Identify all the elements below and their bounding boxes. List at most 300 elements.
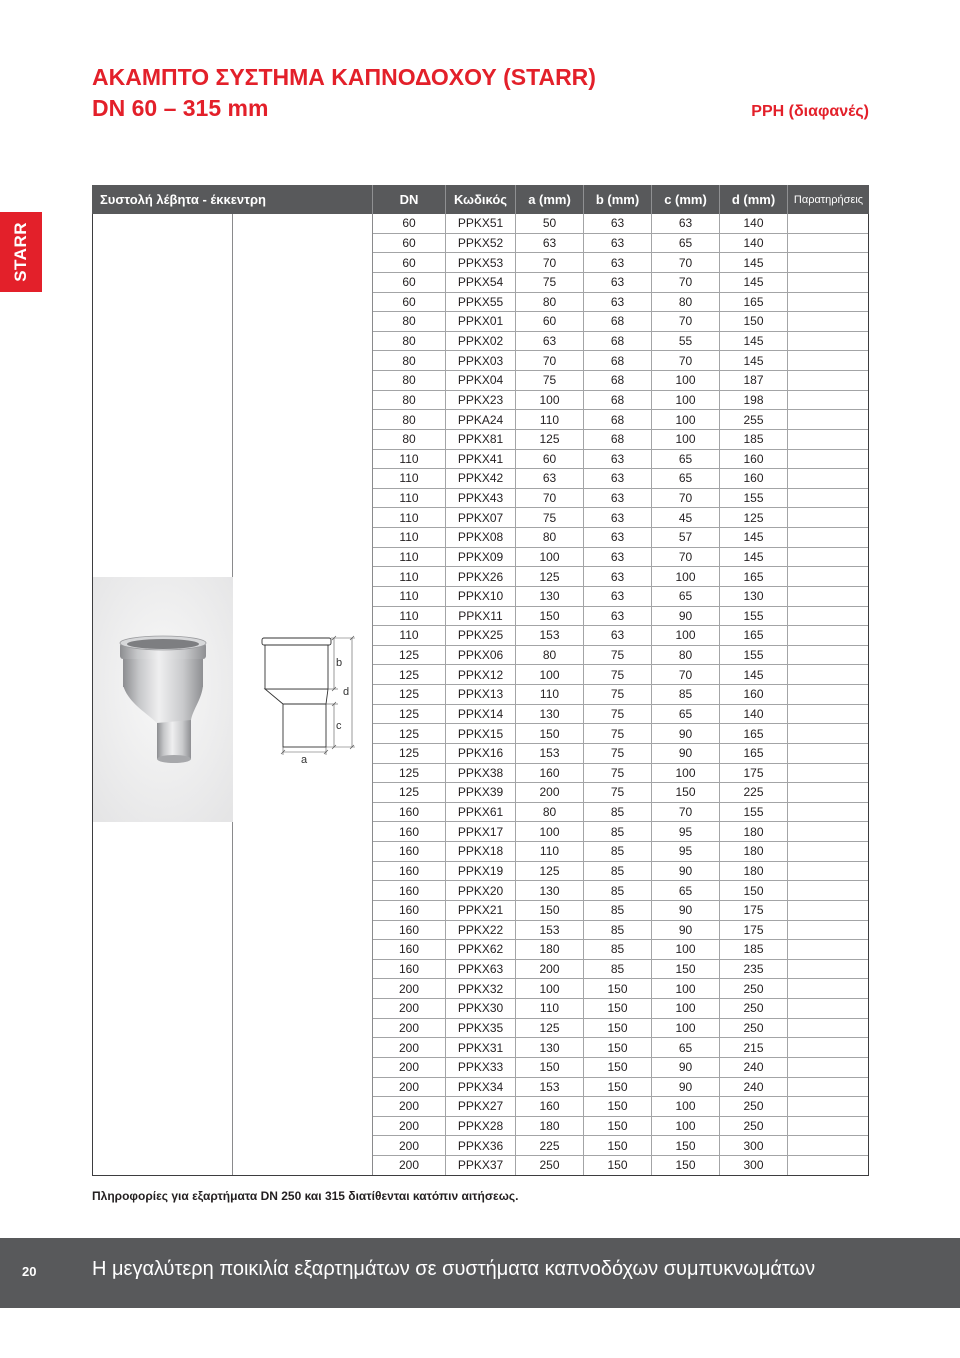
cell-d: 240 — [720, 1058, 788, 1077]
cell-d: 145 — [720, 351, 788, 370]
cell-remarks — [788, 1058, 868, 1077]
cell-d: 145 — [720, 253, 788, 272]
cell-remarks — [788, 548, 868, 567]
cell-code: PPKX09 — [446, 548, 516, 567]
cell-c: 70 — [652, 253, 720, 272]
cell-a: 80 — [516, 803, 584, 822]
cell-dn: 160 — [373, 842, 446, 861]
cell-dn: 200 — [373, 1136, 446, 1155]
cell-code: PPKX38 — [446, 764, 516, 783]
cell-b: 63 — [584, 567, 652, 586]
table-row — [373, 430, 868, 450]
cell-code: PPKX53 — [446, 253, 516, 272]
cell-a: 130 — [516, 587, 584, 606]
cell-dn: 200 — [373, 999, 446, 1018]
cell-a: 70 — [516, 489, 584, 508]
cell-code: PPKX32 — [446, 979, 516, 998]
table-row — [373, 1156, 868, 1175]
cell-code: PPKX02 — [446, 332, 516, 351]
cell-dn: 60 — [373, 214, 446, 233]
cell-dn: 110 — [373, 607, 446, 626]
cell-b: 85 — [584, 862, 652, 881]
cell-b: 63 — [584, 626, 652, 645]
cell-code: PPKX10 — [446, 587, 516, 606]
cell-b: 63 — [584, 548, 652, 567]
cell-d: 160 — [720, 450, 788, 469]
cell-c: 100 — [652, 764, 720, 783]
product-table — [92, 185, 869, 1176]
cell-remarks — [788, 764, 868, 783]
cell-d: 145 — [720, 332, 788, 351]
cell-a: 130 — [516, 705, 584, 724]
dimension-label-b: b — [336, 657, 343, 669]
cell-remarks — [788, 901, 868, 920]
table-row — [373, 862, 868, 882]
cell-c: 70 — [652, 665, 720, 684]
cell-c: 100 — [652, 1117, 720, 1136]
cell-c: 70 — [652, 312, 720, 331]
table-row — [373, 1117, 868, 1137]
cell-remarks — [788, 744, 868, 763]
dimension-label-c: c — [336, 720, 342, 732]
cell-d: 198 — [720, 391, 788, 410]
cell-b: 68 — [584, 391, 652, 410]
table-row — [373, 646, 868, 666]
cell-code: PPKX08 — [446, 528, 516, 547]
cell-code: PPKX34 — [446, 1078, 516, 1097]
cell-c: 95 — [652, 822, 720, 841]
cell-b: 150 — [584, 1136, 652, 1155]
table-row — [373, 332, 868, 352]
cell-remarks — [788, 234, 868, 253]
table-row — [373, 685, 868, 705]
table-row — [373, 921, 868, 941]
cell-dn: 110 — [373, 508, 446, 527]
cell-d: 185 — [720, 430, 788, 449]
cell-d: 130 — [720, 587, 788, 606]
cell-remarks — [788, 881, 868, 900]
table-row — [373, 822, 868, 842]
cell-code: PPKX17 — [446, 822, 516, 841]
cell-d: 240 — [720, 1078, 788, 1097]
cell-c: 80 — [652, 293, 720, 312]
dimension-label-a: a — [301, 754, 308, 766]
cell-c: 150 — [652, 1156, 720, 1175]
cell-a: 200 — [516, 960, 584, 979]
cell-a: 110 — [516, 999, 584, 1018]
cell-d: 250 — [720, 1097, 788, 1116]
cell-a: 125 — [516, 1019, 584, 1038]
cell-a: 150 — [516, 1058, 584, 1077]
cell-remarks — [788, 842, 868, 861]
cell-a: 100 — [516, 822, 584, 841]
cell-dn: 160 — [373, 881, 446, 900]
cell-remarks — [788, 567, 868, 586]
cell-code: PPKX62 — [446, 940, 516, 959]
table-row — [373, 469, 868, 489]
cell-b: 75 — [584, 764, 652, 783]
cell-b: 85 — [584, 901, 652, 920]
cell-c: 100 — [652, 1097, 720, 1116]
cell-a: 225 — [516, 1136, 584, 1155]
cell-dn: 110 — [373, 548, 446, 567]
cell-code: PPKX33 — [446, 1058, 516, 1077]
cell-c: 150 — [652, 783, 720, 802]
cell-b: 85 — [584, 881, 652, 900]
cell-dn: 80 — [373, 351, 446, 370]
cell-code: PPKX55 — [446, 293, 516, 312]
cell-dn: 110 — [373, 450, 446, 469]
cell-code: PPKX07 — [446, 508, 516, 527]
cell-d: 140 — [720, 705, 788, 724]
cell-d: 140 — [720, 214, 788, 233]
table-row — [373, 1058, 868, 1078]
cell-d: 250 — [720, 1019, 788, 1038]
cell-c: 100 — [652, 391, 720, 410]
cell-c: 70 — [652, 273, 720, 292]
cell-dn: 160 — [373, 960, 446, 979]
cell-b: 150 — [584, 1117, 652, 1136]
cell-remarks — [788, 1097, 868, 1116]
table-row — [373, 1136, 868, 1156]
cell-dn: 80 — [373, 332, 446, 351]
table-header — [92, 185, 869, 214]
cell-a: 153 — [516, 1078, 584, 1097]
cell-code: PPKX43 — [446, 489, 516, 508]
cell-dn: 200 — [373, 1038, 446, 1057]
table-row — [373, 607, 868, 627]
cell-a: 150 — [516, 901, 584, 920]
table-row — [373, 351, 868, 371]
cell-b: 85 — [584, 940, 652, 959]
table-row — [373, 548, 868, 568]
cell-d: 125 — [720, 508, 788, 527]
cell-d: 165 — [720, 724, 788, 743]
cell-code: PPKX04 — [446, 371, 516, 390]
table-row — [373, 508, 868, 528]
table-row — [373, 273, 868, 293]
cell-d: 250 — [720, 999, 788, 1018]
cell-a: 250 — [516, 1156, 584, 1175]
cell-b: 63 — [584, 273, 652, 292]
cell-dn: 110 — [373, 567, 446, 586]
cell-c: 55 — [652, 332, 720, 351]
cell-b: 150 — [584, 979, 652, 998]
cell-remarks — [788, 960, 868, 979]
media-area — [93, 214, 373, 1175]
cell-code: PPKX35 — [446, 1019, 516, 1038]
cell-c: 85 — [652, 685, 720, 704]
cell-dn: 200 — [373, 1058, 446, 1077]
cell-b: 63 — [584, 489, 652, 508]
cell-code: PPKX52 — [446, 234, 516, 253]
cell-d: 165 — [720, 626, 788, 645]
cell-code: PPKX11 — [446, 607, 516, 626]
cell-code: PPKX12 — [446, 665, 516, 684]
cell-code: PPKX23 — [446, 391, 516, 410]
cell-c: 90 — [652, 724, 720, 743]
cell-dn: 200 — [373, 1117, 446, 1136]
cell-code: PPKX13 — [446, 685, 516, 704]
cell-c: 100 — [652, 1019, 720, 1038]
cell-d: 300 — [720, 1136, 788, 1155]
cell-b: 63 — [584, 528, 652, 547]
cell-remarks — [788, 626, 868, 645]
cell-a: 60 — [516, 312, 584, 331]
cell-b: 85 — [584, 822, 652, 841]
cell-c: 57 — [652, 528, 720, 547]
table-row — [373, 744, 868, 764]
cell-c: 65 — [652, 450, 720, 469]
cell-dn: 125 — [373, 646, 446, 665]
cell-a: 160 — [516, 764, 584, 783]
cell-a: 63 — [516, 469, 584, 488]
cell-a: 150 — [516, 607, 584, 626]
cell-a: 100 — [516, 391, 584, 410]
cell-c: 150 — [652, 960, 720, 979]
table-row — [373, 901, 868, 921]
table-row — [373, 960, 868, 980]
table-row — [373, 940, 868, 960]
cell-dn: 125 — [373, 665, 446, 684]
cell-dn: 80 — [373, 430, 446, 449]
cell-dn: 80 — [373, 371, 446, 390]
cell-b: 85 — [584, 921, 652, 940]
cell-b: 63 — [584, 587, 652, 606]
cell-b: 75 — [584, 665, 652, 684]
cell-c: 70 — [652, 351, 720, 370]
cell-dn: 160 — [373, 921, 446, 940]
cell-b: 75 — [584, 724, 652, 743]
cell-remarks — [788, 293, 868, 312]
cell-a: 153 — [516, 744, 584, 763]
cell-dn: 60 — [373, 234, 446, 253]
cell-dn: 60 — [373, 273, 446, 292]
cell-d: 150 — [720, 881, 788, 900]
cell-d: 165 — [720, 567, 788, 586]
cell-a: 70 — [516, 351, 584, 370]
cell-d: 160 — [720, 469, 788, 488]
cell-code: PPKX20 — [446, 881, 516, 900]
cell-d: 145 — [720, 548, 788, 567]
table-row — [373, 764, 868, 784]
table-row — [373, 234, 868, 254]
cell-d: 175 — [720, 921, 788, 940]
cell-b: 63 — [584, 450, 652, 469]
cell-a: 50 — [516, 214, 584, 233]
cell-remarks — [788, 1117, 868, 1136]
header-d: d (mm) — [720, 185, 788, 214]
cell-a: 63 — [516, 234, 584, 253]
cell-c: 100 — [652, 979, 720, 998]
cell-code: PPKX81 — [446, 430, 516, 449]
cell-c: 100 — [652, 940, 720, 959]
cell-b: 75 — [584, 685, 652, 704]
cell-b: 150 — [584, 1156, 652, 1175]
table-row — [373, 705, 868, 725]
cell-remarks — [788, 508, 868, 527]
cell-remarks — [788, 528, 868, 547]
cell-d: 165 — [720, 293, 788, 312]
cell-a: 80 — [516, 646, 584, 665]
cell-dn: 160 — [373, 901, 446, 920]
cell-c: 65 — [652, 469, 720, 488]
cell-b: 63 — [584, 469, 652, 488]
cell-remarks — [788, 1156, 868, 1175]
cell-c: 90 — [652, 901, 720, 920]
cell-a: 100 — [516, 979, 584, 998]
cell-remarks — [788, 862, 868, 881]
cell-c: 100 — [652, 567, 720, 586]
cell-d: 150 — [720, 312, 788, 331]
page-title: ΑΚΑΜΠΤΟ ΣΥΣΤΗΜΑ ΚΑΠΝΟΔΟΧΟΥ (STARR) — [92, 64, 596, 90]
footer-bar — [0, 1238, 960, 1308]
cell-a: 75 — [516, 371, 584, 390]
cell-d: 155 — [720, 646, 788, 665]
cell-c: 90 — [652, 1058, 720, 1077]
cell-b: 63 — [584, 214, 652, 233]
cell-remarks — [788, 1078, 868, 1097]
cell-code: PPKX26 — [446, 567, 516, 586]
cell-dn: 125 — [373, 724, 446, 743]
table-row — [373, 253, 868, 273]
cell-d: 300 — [720, 1156, 788, 1175]
cell-remarks — [788, 332, 868, 351]
header-dn: DN — [373, 185, 446, 214]
cell-b: 75 — [584, 783, 652, 802]
cell-remarks — [788, 214, 868, 233]
cell-b: 85 — [584, 803, 652, 822]
cell-remarks — [788, 783, 868, 802]
cell-code: PPKX51 — [446, 214, 516, 233]
table-row — [373, 410, 868, 430]
cell-c: 65 — [652, 881, 720, 900]
cell-d: 255 — [720, 410, 788, 429]
cell-code: PPKX30 — [446, 999, 516, 1018]
cell-b: 85 — [584, 960, 652, 979]
cell-a: 150 — [516, 724, 584, 743]
cell-a: 80 — [516, 528, 584, 547]
cell-dn: 160 — [373, 822, 446, 841]
cell-b: 150 — [584, 999, 652, 1018]
cell-code: PPKX36 — [446, 1136, 516, 1155]
cell-remarks — [788, 1019, 868, 1038]
cell-dn: 80 — [373, 410, 446, 429]
cell-d: 250 — [720, 1117, 788, 1136]
cell-b: 68 — [584, 351, 652, 370]
cell-d: 180 — [720, 822, 788, 841]
table-row — [373, 528, 868, 548]
cell-remarks — [788, 371, 868, 390]
cell-remarks — [788, 724, 868, 743]
cell-code: PPKX41 — [446, 450, 516, 469]
cell-a: 70 — [516, 253, 584, 272]
cell-dn: 200 — [373, 1078, 446, 1097]
cell-c: 70 — [652, 548, 720, 567]
table-row — [373, 979, 868, 999]
cell-remarks — [788, 665, 868, 684]
cell-code: PPKX25 — [446, 626, 516, 645]
cell-d: 145 — [720, 528, 788, 547]
cell-b: 63 — [584, 293, 652, 312]
table-row — [373, 881, 868, 901]
cell-dn: 110 — [373, 626, 446, 645]
cell-b: 75 — [584, 705, 652, 724]
cell-code: PPKX18 — [446, 842, 516, 861]
cell-a: 110 — [516, 410, 584, 429]
cell-c: 100 — [652, 626, 720, 645]
cell-dn: 125 — [373, 685, 446, 704]
cell-d: 160 — [720, 685, 788, 704]
cell-a: 75 — [516, 273, 584, 292]
cell-remarks — [788, 999, 868, 1018]
cell-code: PPKX54 — [446, 273, 516, 292]
cell-a: 125 — [516, 862, 584, 881]
cell-dn: 60 — [373, 293, 446, 312]
table-row — [373, 312, 868, 332]
cell-dn: 110 — [373, 469, 446, 488]
cell-remarks — [788, 469, 868, 488]
cell-dn: 200 — [373, 1019, 446, 1038]
side-tab-starr — [0, 212, 42, 292]
cell-remarks — [788, 940, 868, 959]
header-remarks: Παρατηρήσεις — [793, 193, 864, 206]
cell-b: 150 — [584, 1058, 652, 1077]
cell-c: 90 — [652, 921, 720, 940]
cell-b: 63 — [584, 234, 652, 253]
cell-dn: 200 — [373, 1156, 446, 1175]
cell-d: 145 — [720, 273, 788, 292]
cell-a: 180 — [516, 940, 584, 959]
cell-d: 165 — [720, 744, 788, 763]
cell-code: PPKX03 — [446, 351, 516, 370]
table-row — [373, 567, 868, 587]
cell-code: PPKX27 — [446, 1097, 516, 1116]
cell-b: 68 — [584, 332, 652, 351]
cell-remarks — [788, 822, 868, 841]
cell-a: 60 — [516, 450, 584, 469]
table-row — [373, 724, 868, 744]
cell-dn: 200 — [373, 979, 446, 998]
cell-c: 100 — [652, 410, 720, 429]
cell-remarks — [788, 646, 868, 665]
cell-b: 85 — [584, 842, 652, 861]
table-row — [373, 1097, 868, 1117]
footer-slogan: Η μεγαλύτερη ποικιλία εξαρτημάτων σε συστήματα καπνοδόχων συμπυκνωμάτων — [92, 1258, 816, 1280]
availability-note: Πληροφορίες για εξαρτήματα DN 250 και 315 διατίθενται κατόπιν αιτήσεως. — [92, 1189, 519, 1203]
cell-remarks — [788, 391, 868, 410]
cell-remarks — [788, 410, 868, 429]
cell-remarks — [788, 351, 868, 370]
cell-code: PPKX21 — [446, 901, 516, 920]
cell-c: 45 — [652, 508, 720, 527]
cell-a: 130 — [516, 1038, 584, 1057]
cell-dn: 125 — [373, 783, 446, 802]
cell-dn: 125 — [373, 744, 446, 763]
cell-code: PPKX31 — [446, 1038, 516, 1057]
header-a: a (mm) — [516, 185, 584, 214]
cell-a: 130 — [516, 881, 584, 900]
cell-dn: 80 — [373, 391, 446, 410]
cell-remarks — [788, 705, 868, 724]
cell-dn: 110 — [373, 489, 446, 508]
cell-remarks — [788, 430, 868, 449]
page-subtitle: DN 60 – 315 mm — [92, 95, 269, 121]
cell-code: PPKX61 — [446, 803, 516, 822]
product-photo — [93, 577, 233, 822]
cell-dn: 60 — [373, 253, 446, 272]
cell-d: 185 — [720, 940, 788, 959]
